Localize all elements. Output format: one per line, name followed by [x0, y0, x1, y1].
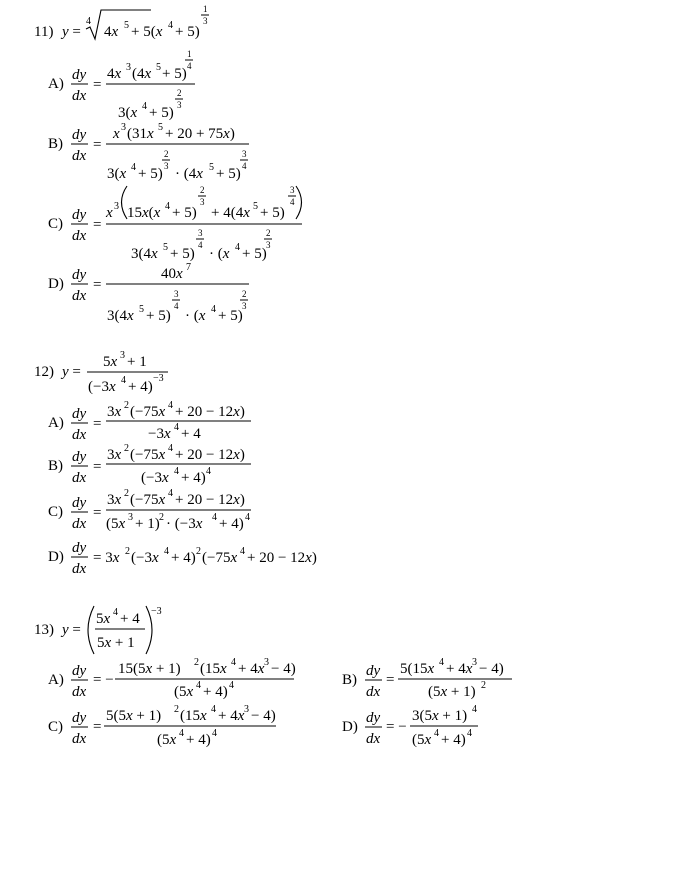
svg-text:· (x: · (x	[185, 308, 206, 324]
svg-text:(15x: (15x	[180, 708, 207, 724]
choice-label: C)	[48, 216, 63, 232]
svg-text:2: 2	[164, 149, 169, 159]
svg-text:· (x: · (x	[209, 246, 230, 262]
svg-text:· (−3x: · (−3x	[166, 516, 203, 532]
svg-text:+ 20 − 12x): + 20 − 12x)	[247, 550, 317, 566]
svg-text:(5x: (5x	[412, 732, 432, 748]
svg-text:dx: dx	[72, 288, 87, 304]
svg-text:5x + 1: 5x + 1	[97, 635, 135, 651]
choice-label: D)	[48, 276, 64, 292]
svg-text:3: 3	[290, 185, 295, 195]
svg-text:40x: 40x	[161, 266, 183, 282]
svg-text:+ 4: + 4	[181, 426, 201, 442]
svg-text:−3: −3	[153, 373, 164, 384]
svg-text:4: 4	[121, 375, 126, 386]
svg-text:4: 4	[229, 680, 234, 691]
svg-text:15(5x + 1): 15(5x + 1)	[118, 661, 181, 677]
svg-text:3x: 3x	[107, 447, 122, 463]
choice-math	[71, 657, 296, 700]
choice-label: A)	[48, 672, 64, 688]
svg-text:5(15x: 5(15x	[400, 661, 435, 677]
svg-text:2: 2	[194, 657, 199, 668]
svg-text:4: 4	[168, 488, 173, 499]
svg-text:=: =	[93, 217, 102, 233]
choice-math	[71, 704, 276, 748]
svg-text:3: 3	[200, 197, 205, 207]
svg-text:4: 4	[467, 728, 472, 739]
svg-text:dy: dy	[72, 495, 87, 511]
svg-text:4: 4	[168, 20, 173, 31]
svg-text:=: =	[93, 137, 102, 153]
svg-text:dx: dx	[366, 731, 381, 747]
choice-13d	[342, 704, 478, 748]
svg-text:5: 5	[124, 20, 129, 31]
svg-text:+ 4): + 4)	[181, 470, 206, 486]
svg-text:4: 4	[165, 201, 170, 212]
svg-text:4: 4	[206, 466, 211, 477]
svg-text:+ 4): + 4)	[186, 732, 211, 748]
svg-text:(15x: (15x	[200, 661, 227, 677]
svg-text:+ 4): + 4)	[203, 684, 228, 700]
svg-text:5x: 5x	[103, 354, 118, 370]
svg-text:5: 5	[139, 304, 144, 315]
svg-text:5: 5	[163, 242, 168, 253]
svg-text:1: 1	[187, 49, 192, 59]
svg-text:2: 2	[177, 88, 182, 98]
question-13	[34, 606, 512, 748]
svg-text:4: 4	[242, 161, 247, 171]
svg-text:+ 1): + 1)	[135, 516, 160, 532]
svg-text:4: 4	[212, 512, 217, 523]
choice-math	[71, 49, 195, 121]
question-stem: y =	[62, 622, 81, 638]
svg-text:dx: dx	[72, 516, 87, 532]
choice-label: B)	[48, 136, 63, 152]
question-number: 12)	[34, 364, 54, 380]
choice-math	[71, 443, 251, 486]
svg-text:4: 4	[240, 546, 245, 557]
svg-text:5(5x + 1): 5(5x + 1)	[106, 708, 162, 724]
svg-text:3(5x + 1): 3(5x + 1)	[412, 708, 468, 724]
svg-text:3x: 3x	[107, 404, 122, 420]
svg-text:(−3x: (−3x	[131, 550, 159, 566]
svg-text:+ 5): + 5)	[260, 205, 285, 221]
svg-text:+ 20 − 12x): + 20 − 12x)	[175, 447, 245, 463]
svg-text:dx: dx	[72, 470, 87, 486]
svg-text:4: 4	[439, 657, 444, 668]
svg-text:x: x	[113, 126, 120, 142]
svg-text:+ 4x: + 4x	[218, 708, 245, 724]
svg-text:4: 4	[142, 101, 147, 112]
svg-text:· (4x: · (4x	[175, 166, 203, 182]
svg-text:dx: dx	[72, 731, 87, 747]
question-12	[34, 350, 317, 577]
svg-text:3: 3	[242, 149, 247, 159]
choice-12b	[48, 443, 251, 486]
choice-13a	[48, 657, 296, 700]
svg-text:4: 4	[434, 728, 439, 739]
svg-text:dy: dy	[72, 449, 87, 465]
choice-label: B)	[342, 672, 357, 688]
svg-text:2: 2	[159, 512, 164, 523]
choice-13c	[48, 704, 276, 748]
svg-text:3: 3	[177, 100, 182, 110]
svg-text:4: 4	[235, 242, 240, 253]
svg-text:4: 4	[472, 704, 477, 715]
svg-text:4: 4	[86, 16, 91, 27]
svg-text:4: 4	[245, 512, 250, 523]
svg-text:=: =	[93, 277, 102, 293]
svg-text:4x: 4x	[104, 24, 119, 40]
choice-11a	[48, 49, 195, 121]
svg-text:4: 4	[187, 61, 192, 71]
svg-text:4: 4	[211, 304, 216, 315]
svg-text:(−3x: (−3x	[88, 379, 116, 395]
choice-math	[71, 488, 251, 532]
svg-text:+ 5): + 5)	[216, 166, 241, 182]
svg-text:3(4x: 3(4x	[107, 308, 134, 324]
svg-text:3: 3	[128, 512, 133, 523]
svg-text:3: 3	[244, 704, 249, 715]
svg-text:dx: dx	[72, 561, 87, 577]
choice-11c	[48, 185, 302, 262]
choice-math	[71, 400, 251, 443]
choice-math	[71, 185, 302, 262]
choice-label: A)	[48, 415, 64, 431]
svg-text:5: 5	[156, 62, 161, 73]
svg-text:− 4): − 4)	[251, 708, 276, 724]
svg-text:+ 4: + 4	[120, 611, 140, 627]
svg-text:3: 3	[472, 657, 477, 668]
svg-text:x: x	[106, 205, 113, 221]
svg-text:dx: dx	[72, 228, 87, 244]
svg-text:dx: dx	[72, 148, 87, 164]
svg-text:(5x: (5x	[106, 516, 126, 532]
svg-text:(−75x: (−75x	[130, 404, 166, 420]
svg-text:dx: dx	[72, 427, 87, 443]
svg-text:4: 4	[212, 728, 217, 739]
svg-text:2: 2	[124, 488, 129, 499]
svg-text:+ 5): + 5)	[138, 166, 163, 182]
svg-text:+ 5): + 5)	[162, 66, 187, 82]
choice-math	[365, 657, 512, 700]
svg-text:3: 3	[164, 161, 169, 171]
svg-text:dx: dx	[366, 684, 381, 700]
svg-text:+ 4): + 4)	[128, 379, 153, 395]
svg-text:3x: 3x	[107, 492, 122, 508]
svg-text:dy: dy	[366, 663, 381, 679]
svg-text:dy: dy	[72, 207, 87, 223]
svg-text:5x: 5x	[96, 611, 111, 627]
svg-text:− 4): − 4)	[271, 661, 296, 677]
svg-text:(31x: (31x	[127, 126, 154, 142]
svg-text:3(x: 3(x	[107, 166, 127, 182]
question-stem: y =	[62, 364, 81, 380]
choice-label: A)	[48, 76, 64, 92]
choice-label: C)	[48, 719, 63, 735]
svg-text:(−75x: (−75x	[130, 492, 166, 508]
svg-text:= 3x: = 3x	[93, 550, 120, 566]
svg-text:dy: dy	[72, 267, 87, 283]
stem-math	[87, 350, 168, 395]
svg-text:(4x: (4x	[132, 66, 152, 82]
choice-11d	[48, 262, 249, 324]
svg-text:4: 4	[196, 680, 201, 691]
svg-text:(5x + 1): (5x + 1)	[428, 684, 476, 700]
question-11	[34, 4, 302, 324]
choice-12a	[48, 400, 251, 443]
svg-text:=: =	[93, 505, 102, 521]
svg-text:2: 2	[125, 546, 130, 557]
svg-text:4: 4	[174, 301, 179, 311]
svg-text:+ 5): + 5)	[172, 205, 197, 221]
svg-text:+ 20 − 12x): + 20 − 12x)	[175, 404, 245, 420]
svg-text:4: 4	[290, 197, 295, 207]
svg-text:dy: dy	[72, 540, 87, 556]
svg-text:3(x: 3(x	[118, 105, 138, 121]
svg-text:(−75x: (−75x	[130, 447, 166, 463]
svg-text:+ 5): + 5)	[175, 24, 200, 40]
svg-text:+ 4): + 4)	[219, 516, 244, 532]
svg-text:dy: dy	[72, 127, 87, 143]
svg-text:4: 4	[198, 240, 203, 250]
svg-text:=: =	[93, 416, 102, 432]
question-stem: y =	[62, 24, 81, 40]
svg-text:2: 2	[242, 289, 247, 299]
svg-text:4x: 4x	[107, 66, 122, 82]
svg-text:2: 2	[124, 443, 129, 454]
svg-text:dy: dy	[72, 710, 87, 726]
svg-text:4: 4	[164, 546, 169, 557]
choice-12d	[48, 540, 317, 577]
svg-text:=: =	[386, 672, 395, 688]
svg-text:(−3x: (−3x	[141, 470, 169, 486]
svg-text:3: 3	[120, 350, 125, 361]
svg-text:= −: = −	[93, 672, 114, 688]
svg-text:+ 5): + 5)	[146, 308, 171, 324]
svg-text:+ 5): + 5)	[218, 308, 243, 324]
svg-text:dx: dx	[72, 684, 87, 700]
svg-text:+ 4): + 4)	[441, 732, 466, 748]
choice-13b	[342, 657, 512, 700]
svg-text:+ 20 − 12x): + 20 − 12x)	[175, 492, 245, 508]
svg-text:−3x: −3x	[148, 426, 171, 442]
svg-text:3: 3	[242, 301, 247, 311]
svg-text:3: 3	[126, 62, 131, 73]
svg-text:+ 1: + 1	[127, 354, 147, 370]
svg-text:+ 5(x: + 5(x	[131, 24, 163, 40]
svg-text:15x(x: 15x(x	[127, 205, 161, 221]
choice-math	[71, 262, 249, 324]
svg-text:2: 2	[124, 400, 129, 411]
stem-math	[86, 4, 209, 40]
choice-label: B)	[48, 458, 63, 474]
svg-text:− 4): − 4)	[479, 661, 504, 677]
svg-text:−3: −3	[151, 606, 162, 617]
choice-math	[71, 122, 249, 182]
svg-text:+ 4(4x: + 4(4x	[211, 205, 250, 221]
svg-text:3: 3	[266, 240, 271, 250]
svg-text:4: 4	[179, 728, 184, 739]
svg-text:2: 2	[266, 228, 271, 238]
choice-label: D)	[48, 549, 64, 565]
svg-text:= −: = −	[386, 719, 407, 735]
svg-text:4: 4	[211, 704, 216, 715]
svg-text:4: 4	[113, 607, 118, 618]
svg-text:+ 4): + 4)	[171, 550, 196, 566]
svg-text:+ 4x: + 4x	[238, 661, 265, 677]
choice-11b	[48, 122, 249, 182]
svg-text:(5x: (5x	[157, 732, 177, 748]
svg-text:=: =	[93, 459, 102, 475]
svg-text:2: 2	[196, 546, 201, 557]
svg-text:+ 4x: + 4x	[446, 661, 473, 677]
svg-text:2: 2	[174, 704, 179, 715]
svg-text:(−75x: (−75x	[202, 550, 238, 566]
svg-text:3: 3	[114, 201, 119, 212]
svg-text:3: 3	[174, 289, 179, 299]
svg-text:3: 3	[198, 228, 203, 238]
svg-text:4: 4	[168, 443, 173, 454]
svg-text:5: 5	[209, 162, 214, 173]
svg-text:+ 20 + 75x): + 20 + 75x)	[165, 126, 235, 142]
svg-text:2: 2	[200, 185, 205, 195]
svg-text:dy: dy	[72, 67, 87, 83]
svg-text:3(4x: 3(4x	[131, 246, 158, 262]
svg-text:2: 2	[481, 680, 486, 691]
svg-text:dy: dy	[72, 663, 87, 679]
svg-text:5: 5	[253, 201, 258, 212]
svg-text:3: 3	[264, 657, 269, 668]
svg-text:3: 3	[121, 122, 126, 133]
choice-math	[365, 704, 478, 748]
svg-text:7: 7	[186, 262, 191, 273]
svg-text:4: 4	[168, 400, 173, 411]
svg-text:=: =	[93, 719, 102, 735]
svg-text:+ 5): + 5)	[242, 246, 267, 262]
choice-label: D)	[342, 719, 358, 735]
svg-text:3: 3	[203, 16, 208, 26]
choice-12c	[48, 488, 251, 532]
svg-text:1: 1	[203, 4, 208, 14]
stem-math	[88, 606, 162, 654]
svg-text:=: =	[93, 77, 102, 93]
svg-text:+ 5): + 5)	[170, 246, 195, 262]
svg-text:4: 4	[131, 162, 136, 173]
svg-text:dy: dy	[366, 710, 381, 726]
svg-text:dx: dx	[72, 88, 87, 104]
svg-text:+ 5): + 5)	[149, 105, 174, 121]
choice-math	[71, 540, 317, 577]
svg-text:dy: dy	[72, 406, 87, 422]
svg-text:5: 5	[158, 122, 163, 133]
svg-text:4: 4	[174, 422, 179, 433]
question-number: 11)	[34, 24, 54, 40]
svg-text:(5x: (5x	[174, 684, 194, 700]
svg-text:4: 4	[231, 657, 236, 668]
choice-label: C)	[48, 504, 63, 520]
svg-text:4: 4	[174, 466, 179, 477]
question-number: 13)	[34, 622, 54, 638]
